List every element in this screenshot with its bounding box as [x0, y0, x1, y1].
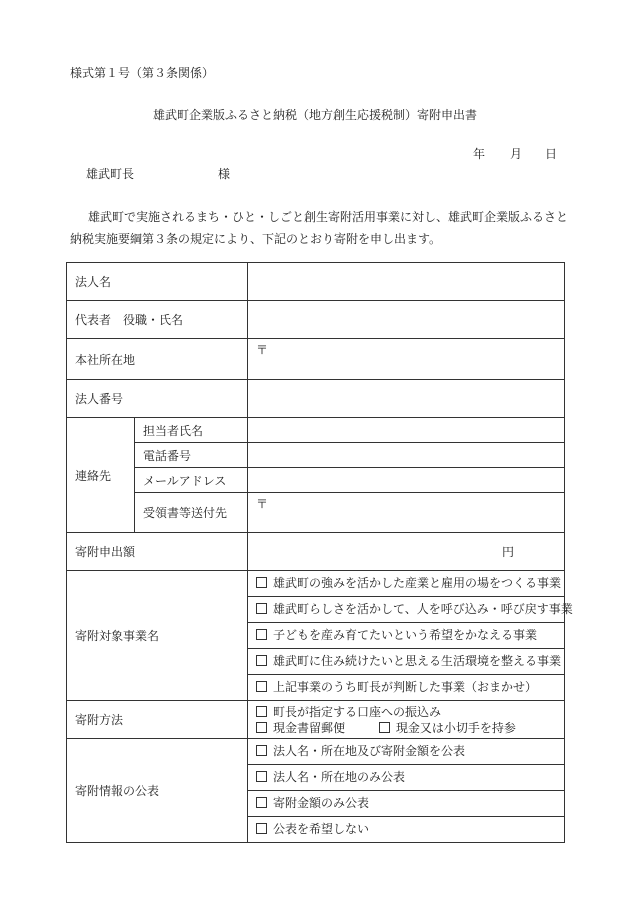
body-text: 雄武町で実施されるまち・ひと・しごと創生寄附活用事業に対し、雄武町企業版ふるさと納税実施要綱第３条の規定により、下記のとおり寄附を申し出ます。	[70, 210, 569, 246]
checkbox[interactable]	[379, 722, 390, 733]
table-row	[67, 533, 565, 571]
form-number: 様式第１号（第３条関係）	[70, 66, 215, 80]
checkbox[interactable]	[256, 681, 267, 692]
corp-name-field[interactable]	[248, 263, 565, 301]
contact-email-label: メールアドレス	[135, 468, 248, 493]
date-year-label: 年	[473, 147, 486, 161]
disclosure-label: 寄附情報の公表	[67, 739, 248, 843]
corp-number-field[interactable]	[248, 380, 565, 418]
amount-label: 寄附申出額	[67, 533, 248, 571]
receipt-address-field[interactable]	[248, 493, 565, 533]
project-option[interactable]: 上記事業のうち町長が判断した事業（おまかせ）	[248, 675, 564, 700]
hq-address-label: 本社所在地	[67, 339, 248, 380]
checkbox[interactable]	[256, 629, 267, 640]
contact-label: 連絡先	[67, 418, 135, 533]
application-table	[66, 262, 573, 843]
table-row	[67, 468, 565, 493]
disclosure-option[interactable]: 公表を希望しない	[248, 817, 564, 842]
project-option[interactable]: 雄武町に住み続けたいと思える生活環境を整える事業	[248, 649, 564, 675]
contact-email-field[interactable]	[248, 468, 565, 493]
yen-unit: 円	[502, 545, 515, 559]
project-option[interactable]: 雄武町らしさを活かして、人を呼び込み・呼び戻す事業	[248, 597, 564, 623]
method-option-row	[248, 720, 564, 736]
hq-address-field[interactable]	[248, 339, 565, 380]
disclosure-options	[248, 739, 565, 843]
checkbox[interactable]	[256, 603, 267, 614]
method-option[interactable]: 現金書留郵便	[256, 721, 345, 735]
checkbox[interactable]	[256, 797, 267, 808]
table-row	[67, 493, 565, 533]
corp-number-label: 法人番号	[67, 380, 248, 418]
table-row	[67, 418, 565, 443]
representative-field[interactable]	[248, 301, 565, 339]
contact-person-field[interactable]	[248, 418, 565, 443]
checkbox[interactable]	[256, 823, 267, 834]
table-row	[67, 380, 565, 418]
table-row	[67, 301, 565, 339]
date-day-label: 日	[545, 147, 558, 161]
project-option[interactable]: 雄武町の強みを活かした産業と雇用の場をつくる事業	[248, 571, 564, 597]
projects-options	[248, 571, 573, 701]
corp-name-label: 法人名	[67, 263, 248, 301]
addressee: 雄武町長	[86, 167, 135, 181]
disclosure-option[interactable]: 法人名・所在地のみ公表	[248, 765, 564, 791]
table-row	[67, 571, 565, 701]
checkbox[interactable]	[256, 722, 267, 733]
contact-phone-field[interactable]	[248, 443, 565, 468]
checkbox[interactable]	[256, 771, 267, 782]
method-options	[248, 701, 565, 739]
date-month-label: 月	[510, 147, 523, 161]
table-row	[67, 263, 565, 301]
postal-mark: 〒	[256, 343, 269, 357]
table-row	[67, 701, 565, 739]
table-row	[67, 443, 565, 468]
representative-label: 代表者 役職・氏名	[67, 301, 248, 339]
projects-label: 寄附対象事業名	[67, 571, 248, 701]
table-row	[67, 739, 565, 843]
amount-field[interactable]	[248, 533, 565, 571]
table-row	[67, 339, 565, 380]
postal-mark: 〒	[256, 497, 269, 511]
disclosure-option[interactable]: 寄附金額のみ公表	[248, 791, 564, 817]
contact-phone-label: 電話番号	[135, 443, 248, 468]
honorific: 様	[218, 167, 231, 181]
checkbox[interactable]	[256, 745, 267, 756]
document-title: 雄武町企業版ふるさと納税（地方創生応援税制）寄附申出書	[152, 108, 477, 122]
disclosure-option[interactable]: 法人名・所在地及び寄附金額を公表	[248, 739, 564, 765]
method-option[interactable]: 現金又は小切手を持参	[379, 721, 516, 735]
checkbox[interactable]	[256, 577, 267, 588]
checkbox[interactable]	[256, 655, 267, 666]
method-label: 寄附方法	[67, 701, 248, 739]
contact-person-label: 担当者氏名	[135, 418, 248, 443]
method-option[interactable]: 町長が指定する口座への振込み	[248, 704, 564, 720]
receipt-address-label: 受領書等送付先	[135, 493, 248, 533]
checkbox[interactable]	[256, 706, 267, 717]
project-option[interactable]: 子どもを産み育てたいという希望をかなえる事業	[248, 623, 564, 649]
